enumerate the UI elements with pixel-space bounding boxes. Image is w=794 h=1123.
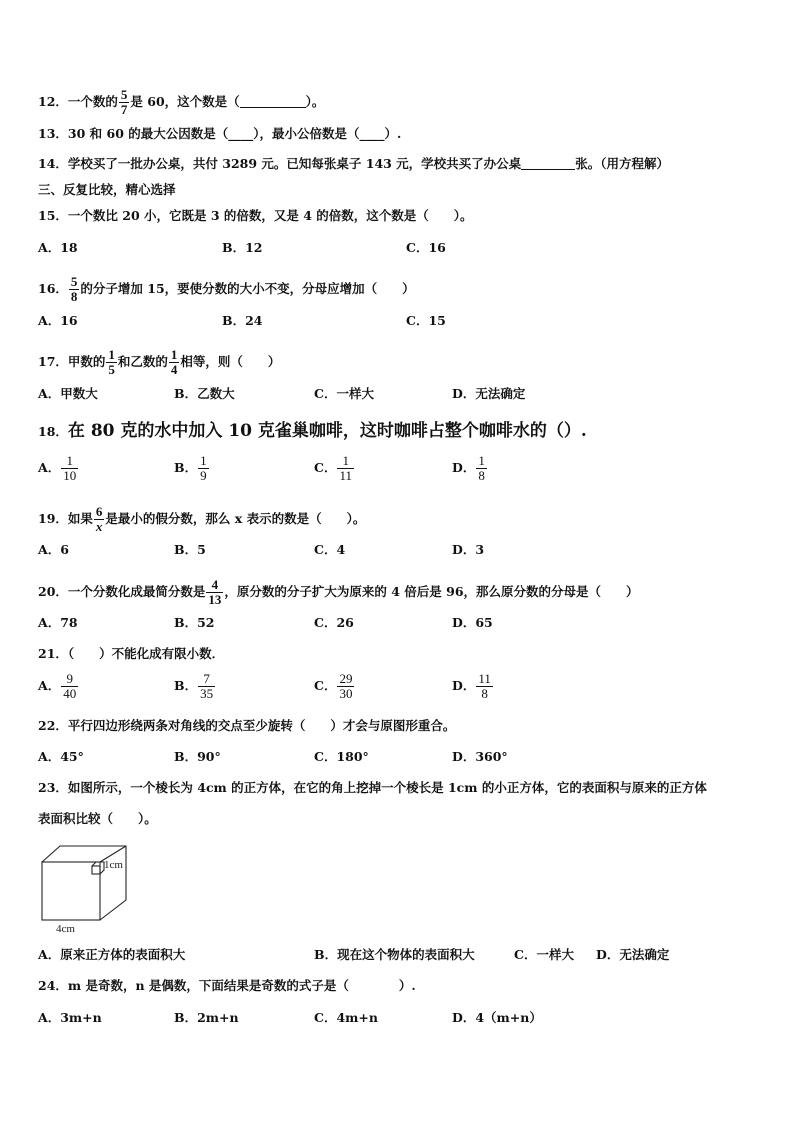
- fraction: [61, 454, 78, 483]
- question-18: [38, 421, 587, 442]
- option-c[interactable]: C．4: [314, 542, 346, 557]
- option-d[interactable]: D．无法确定: [452, 386, 526, 401]
- question-22: 22．平行四边形绕两条对角线的交点至少旋转（ ）才会与原图形重合。: [38, 718, 456, 733]
- option-a[interactable]: A．甲数大: [38, 386, 98, 401]
- fraction: [69, 275, 80, 304]
- question-13: 13．30 和 60 的最大公因数是（____），最小公倍数是（____）.: [38, 126, 402, 141]
- variable-x: x: [95, 519, 103, 534]
- option-b[interactable]: [174, 672, 216, 701]
- fraction-numerator: 1: [478, 453, 485, 468]
- option-c[interactable]: C．180°: [314, 749, 369, 764]
- option-label: A．: [38, 460, 61, 475]
- question-text: 是 60，这个数是（: [130, 94, 240, 109]
- cube-back-edges: [42, 846, 126, 920]
- small-cube-front: [92, 866, 100, 874]
- question-16: [38, 275, 415, 304]
- option-d[interactable]: D．3: [452, 542, 485, 557]
- small-cube-label: 1cm: [104, 859, 123, 871]
- option-a[interactable]: A．16: [38, 313, 78, 328]
- fraction-numerator: 5: [70, 274, 78, 289]
- option-a[interactable]: A．18: [38, 240, 78, 255]
- option-label: B．: [174, 678, 198, 693]
- fraction-denominator: 8: [481, 686, 488, 701]
- option-d[interactable]: D．4（m+n）: [452, 1010, 542, 1025]
- option-c[interactable]: C．16: [406, 240, 446, 255]
- option-b[interactable]: B．乙数大: [174, 386, 235, 401]
- question-14: [38, 156, 669, 172]
- option-d[interactable]: D．无法确定: [596, 947, 670, 962]
- question-text: 和乙数的: [117, 354, 168, 369]
- fraction: [476, 454, 487, 483]
- question-17: [38, 348, 280, 377]
- option-d[interactable]: [452, 672, 494, 701]
- option-b[interactable]: B．24: [222, 313, 263, 328]
- option-b[interactable]: B．现在这个物体的表面积大: [314, 947, 475, 962]
- option-a[interactable]: A．原来正方体的表面积大: [38, 947, 186, 962]
- option-b[interactable]: [174, 454, 210, 483]
- option-d[interactable]: [452, 454, 488, 483]
- fraction-numerator: 29: [339, 671, 353, 686]
- option-label: D．: [452, 460, 476, 475]
- option-c[interactable]: [314, 454, 355, 483]
- question-text: 的分子增加 15，要使分数的大小不变，分母应增加（ ）: [80, 281, 415, 296]
- section-title: 三、反复比较，精心选择: [38, 182, 176, 197]
- fraction-denominator: 10: [63, 468, 77, 483]
- question-number: 18．: [38, 424, 68, 439]
- fraction-numerator: 1: [61, 454, 78, 469]
- question-text: 相等，则（ ）: [180, 354, 281, 369]
- option-c[interactable]: C．26: [314, 615, 354, 630]
- question-text: ，原分数的分子扩大为原来的 4 倍后是 96，那么原分数的分母是（ ）: [224, 584, 639, 599]
- fraction-denominator: 7: [120, 102, 128, 117]
- option-label: D．: [452, 678, 476, 693]
- option-b[interactable]: B．12: [222, 240, 263, 255]
- option-c[interactable]: C．15: [406, 313, 446, 328]
- fraction-numerator: 1: [337, 454, 354, 469]
- question-21: 21．（ ）不能化成有限小数．: [38, 646, 225, 661]
- cube-front-face: [42, 862, 100, 920]
- fraction: [337, 672, 354, 701]
- fraction: [206, 578, 223, 607]
- question-23-continued: 表面积比较（ ）。: [38, 811, 157, 826]
- option-c[interactable]: C．4m+n: [314, 1010, 378, 1025]
- question-text: 17．甲数的: [38, 354, 106, 369]
- question-23: 23．如图所示，一个棱长为 4cm 的正方体，在它的角上挖掉一个棱长是 1cm 的小正方体，它的表面积与原来的正方体: [38, 780, 707, 795]
- fraction-denominator: 35: [200, 686, 214, 701]
- question-text: 是最小的假分数，那么 x 表示的数是（ ）。: [105, 511, 366, 526]
- fraction-denominator: 4: [170, 362, 178, 377]
- option-d[interactable]: D．65: [452, 615, 493, 630]
- option-a[interactable]: A．78: [38, 615, 78, 630]
- fraction-denominator: 8: [478, 468, 485, 483]
- question-number: 12．: [38, 94, 68, 109]
- fraction: [476, 672, 493, 701]
- option-d[interactable]: D．360°: [452, 749, 508, 764]
- fraction-numerator: 1: [200, 453, 207, 468]
- option-c[interactable]: C．一样大: [514, 947, 574, 962]
- question-text: 19．如果: [38, 511, 93, 526]
- option-label: C．: [314, 678, 337, 693]
- fraction-denominator: 5: [108, 362, 115, 377]
- option-c[interactable]: C．一样大: [314, 386, 374, 401]
- option-a[interactable]: A．6: [38, 542, 69, 557]
- fraction-numerator: 5: [120, 87, 128, 102]
- question-text: 在 80 克的水中加入 10 克雀巢咖啡，这时咖啡占整个咖啡水的（）.: [67, 421, 587, 441]
- small-cube-edges: [92, 862, 104, 874]
- option-a[interactable]: A．3m+n: [38, 1010, 102, 1025]
- option-a[interactable]: [38, 672, 79, 701]
- fraction: [169, 348, 180, 377]
- fraction: [61, 672, 78, 701]
- answer-blank[interactable]: [240, 95, 306, 108]
- option-label: C．: [314, 460, 337, 475]
- option-b[interactable]: B．5: [174, 542, 206, 557]
- option-label: B．: [174, 460, 198, 475]
- question-15: 15．一个数比 20 小，它既是 3 的倍数，又是 4 的倍数，这个数是（ ）。: [38, 208, 473, 223]
- fraction-denominator: 13: [208, 592, 222, 607]
- question-text: 张。（用方程解）: [575, 156, 669, 171]
- fraction-denominator: 8: [70, 289, 78, 304]
- question-19: [38, 505, 365, 534]
- question-text: 一个数的: [67, 94, 118, 109]
- fraction-numerator: 4: [206, 578, 223, 593]
- option-b[interactable]: B．90°: [174, 749, 221, 764]
- fraction-numerator: 9: [61, 672, 78, 687]
- fraction-denominator: [94, 520, 105, 534]
- fraction-denominator: 11: [339, 468, 352, 483]
- option-label: A．: [38, 678, 61, 693]
- question-number: 16．: [38, 281, 68, 296]
- fraction-numerator: 6: [95, 504, 103, 519]
- question-text: 14．学校买了一批办公桌，共付 3289 元。已知每张桌子 143 元，学校共买了办公桌: [38, 156, 522, 171]
- fraction: [198, 672, 215, 701]
- question-24: 24．m 是奇数，n 是偶数，下面结果是奇数的式子是（ ）.: [38, 978, 416, 993]
- question-20: [38, 578, 639, 607]
- fraction-denominator: 9: [200, 468, 207, 483]
- fraction-numerator: 1: [170, 347, 178, 362]
- cube-figure: [34, 840, 144, 936]
- question-text: ）。: [305, 94, 325, 109]
- fraction: [337, 454, 354, 483]
- fraction: [198, 454, 209, 483]
- answer-blank[interactable]: [521, 157, 575, 170]
- option-c[interactable]: [314, 672, 355, 701]
- question-text: 20．一个分数化成最简分数是: [38, 584, 206, 599]
- fraction-numerator: 1: [108, 347, 115, 362]
- option-b[interactable]: B．52: [174, 615, 215, 630]
- big-cube-label: 4cm: [56, 923, 75, 935]
- option-a[interactable]: [38, 454, 79, 483]
- fraction: [119, 88, 130, 117]
- fraction: [94, 505, 105, 534]
- fraction-denominator: 40: [63, 686, 77, 701]
- fraction-denominator: 30: [339, 686, 353, 701]
- option-a[interactable]: A．45°: [38, 749, 84, 764]
- fraction-numerator: 11: [478, 671, 491, 686]
- fraction-numerator: 7: [198, 672, 215, 687]
- question-12: [38, 88, 324, 117]
- fraction: [106, 348, 117, 377]
- option-b[interactable]: B．2m+n: [174, 1010, 239, 1025]
